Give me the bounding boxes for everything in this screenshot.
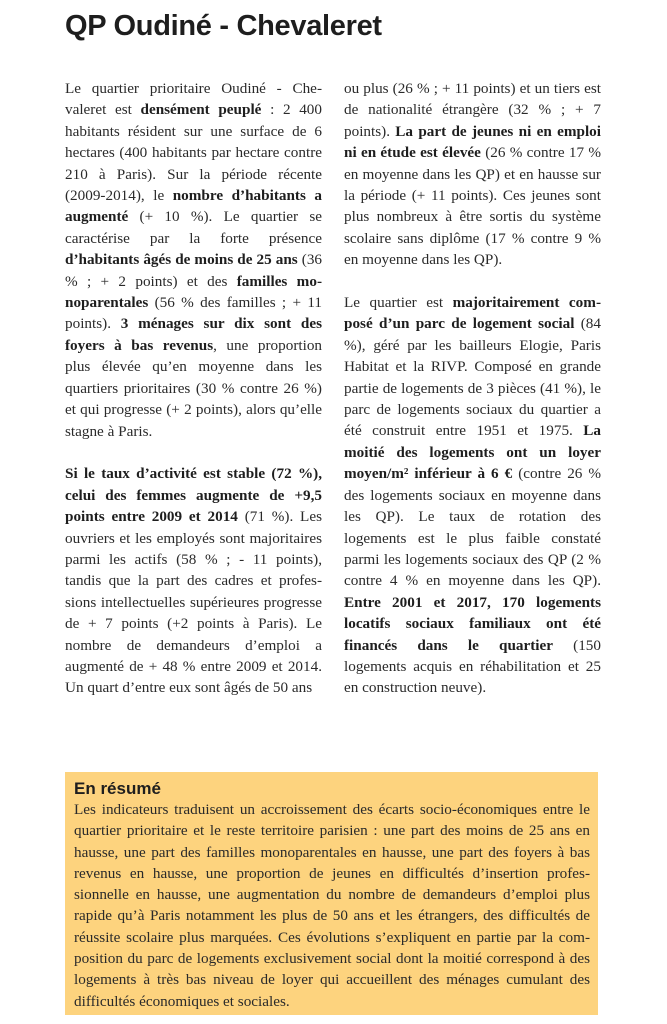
paragraph-demographics: Le quartier prioritaire Oudiné - Chevaleret est densément peuplé : 2 400 habitants résident sur une surface de 6 hectares (400 habitants par hectare contre 210 à Paris). Sur la période récente (2009-2014), le nombre d’habitants a augmenté (+ 10 %). Le quartier se caractérise par la forte présence d’habitants âgés de moins de 25 ans (36 % ; + 2 points) et des familles monoparentales (56 % des familles ; + 11 points). 3 ménages sur dix sont des foyers à bas revenus, une proportion plus élevée qu’en moyenne dans les quartiers prioritaires (30 % contre 26 %) et qui progresse (+ 2 points), alors qu’elle stagne à Paris.: [65, 80, 323, 440]
emphasis: familles monoparentales: [65, 272, 322, 312]
left-column: [65, 78, 322, 720]
right-column: [344, 78, 601, 720]
summary-heading: En résumé: [74, 779, 161, 798]
emphasis: La part de jeunes ni en emploi ni en étude est élevée: [344, 122, 601, 162]
paragraph-employment: Si le taux d’activité est stable (72 %), celui des femmes augmente de +9,5 points entre 2009 et 2014 (71 %). Les ouvriers et les employés sont majoritaires parmi les actifs (58 % ; - 11 points), tandis que la part des cadres et professions intellectuelles supérieures progresse de + 7 points (+2 points à Paris). Le nombre de demandeurs d’emploi a augmenté de + 48 % entre 2009 et 2014. Un quart d’entre eux sont âgés de 50 ans: [65, 465, 322, 697]
paragraph-housing: Le quartier est majoritairement composé d’un parc de logement social (84 %), géré par les bailleurs Elogie, Paris Habitat et la RIVP. Composé en grande partie de logements de 3 pièces (41 %), le parc de logements sociaux du quartier a été construit entre 1951 et 1975. La moitié des logements ont un loyer moyen/m² inférieur à 6 € (contre 26 % des logements sociaux en moyenne dans les QP). Le taux de rotation des logements est le plus faible constaté parmi les logements sociaux des QP (2 % contre 4 % en moyenne dans les QP). Entre 2001 et 2017, 170 logements locatifs sociaux familiaux ont été financés dans le quartier (150 logements acquis en réhabilitation et 25 en construction neuve).: [344, 294, 602, 697]
emphasis: Si le taux d’activité est stable (72 %), celui des femmes augmente de +9,5 points entre 2009 et 2014: [65, 465, 322, 526]
summary-text: Les indicateurs traduisent un accroissement des écarts socio-économiques entre le quartier prioritaire et le reste territoire parisien : une part des moins de 25 ans en hausse, une part des familles monoparentales en hausse, une part des foyers à bas revenus en hausse, une proportion de jeunes en difficultés d’insertion professionnelle en hausse, une augmentation du nombre de demandeurs d’emploi plus rapide qu’à Paris notamment les plus de 50 ans et les étrangers, des difficultés de réussite scolaire plus marquées. Ces évolutions s’expliquent en partie par la composition du parc de logements exclusivement social dont la moitié correspond à des logements à très bas niveau de loyer qui accueillent des ménages cumulant des difficultés économiques et sociales.: [74, 801, 590, 1010]
emphasis: Entre 2001 et 2017, 170 logements locatifs sociaux familiaux ont été financés dans le quartier: [344, 593, 601, 654]
emphasis: d’habitants âgés de moins de 25 ans: [65, 251, 298, 269]
emphasis: La moitié des logements ont un loyer moyen/m² inférieur à 6 €: [344, 422, 601, 483]
page-title: QP Oudiné - Chevaleret: [65, 10, 382, 42]
summary-box: [65, 772, 598, 1015]
emphasis: densément peuplé: [140, 101, 262, 119]
emphasis: majoritairement composé d’un parc de logement social: [344, 294, 601, 333]
paragraph-youth: ou plus (26 % ; + 11 points) et un tiers est de nationalité étrangère (32 % ; + 7 points). La part de jeunes ni en emploi ni en étude est élevée (26 % contre 17 % en moyenne dans les QP) et en hausse sur la période (+ 11 points). Ces jeunes sont plus nombreux à être sortis du système scolaire sans diplôme (17 % contre 9 % en moyenne dans les QP).: [344, 80, 601, 269]
emphasis: 3 ménages sur dix sont des foyers à bas revenus: [65, 315, 322, 354]
emphasis: nombre d’habitants a augmenté: [65, 187, 322, 226]
